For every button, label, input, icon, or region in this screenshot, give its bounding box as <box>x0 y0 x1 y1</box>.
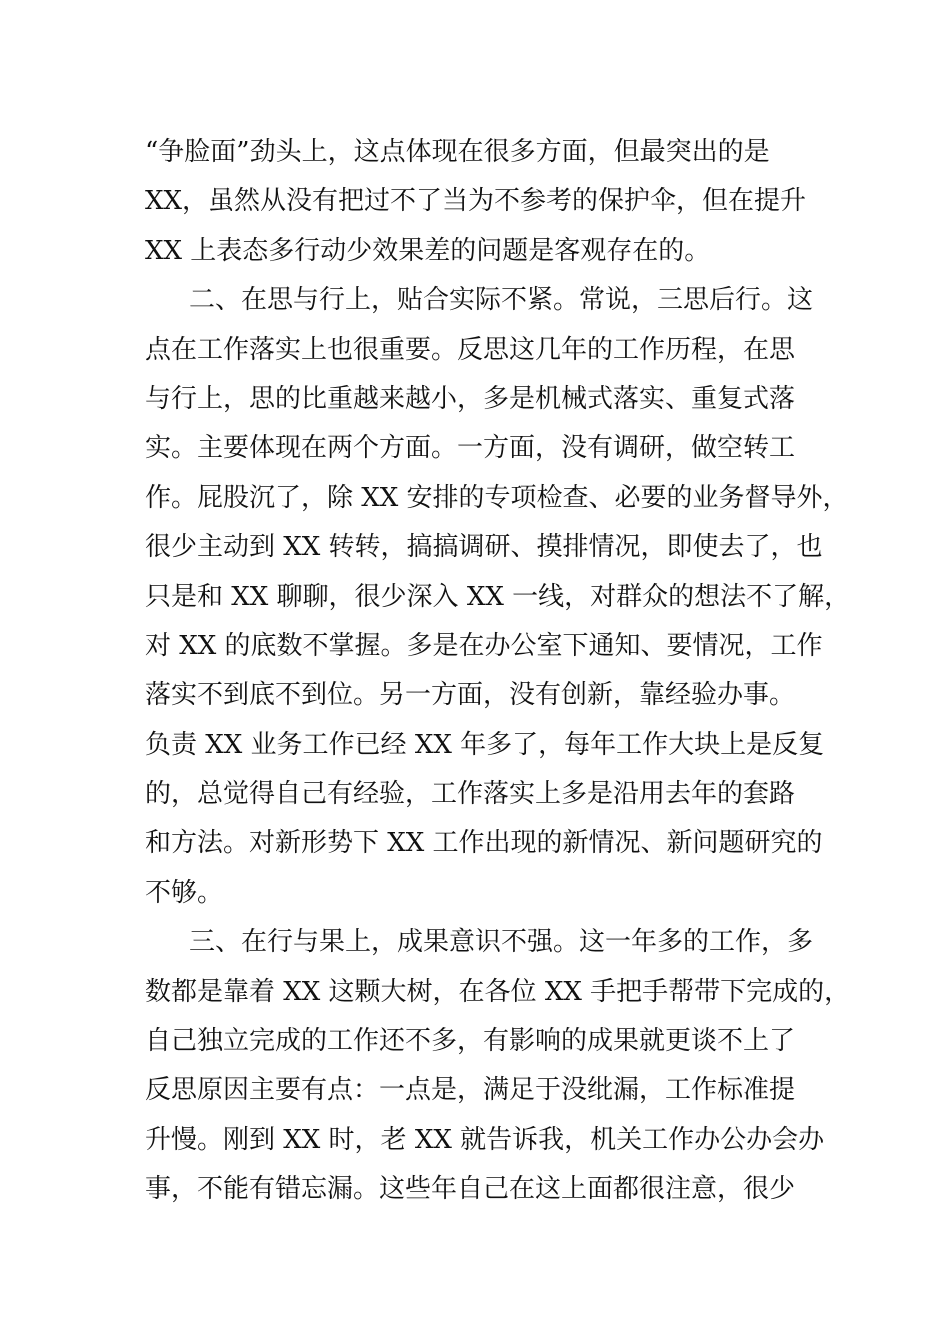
text-line: 不够。 <box>145 877 224 908</box>
text-line: 落实不到底不到位。另一方面，没有创新，靠经验办事。 <box>145 680 796 711</box>
text-line: XX 上表态多行动少效果差的问题是客观存在的。 <box>145 235 711 266</box>
text-line: 作。屁股沉了，除 XX 安排的专项检查、必要的业务督导外， <box>145 482 849 513</box>
text-line: XX，虽然从没有把过不了当为不参考的保护伞，但在提升 <box>145 186 807 217</box>
text-line: “争脸面”劲头上，这点体现在很多方面，但最突出的是 <box>145 137 770 167</box>
text-line: 升慢。刚到 XX 时，老 XX 就告诉我，机关工作办公办会办 <box>145 1124 825 1155</box>
text-line: 对 XX 的底数不掌握。多是在办公室下通知、要情况，工作 <box>145 630 823 661</box>
text-line: 负责 XX 业务工作已经 XX 年多了，每年工作大块上是反复 <box>145 729 825 760</box>
text-line: 事，不能有错忘漏。这些年自己在这上面都很注意，很少 <box>145 1174 796 1205</box>
text-line: 只是和 XX 聊聊，很少深入 XX 一线，对群众的想法不了解， <box>145 581 851 612</box>
section-heading-line: 二、在思与行上，贴合实际不紧。常说，三思后行。这 <box>189 285 814 316</box>
text-line: 点在工作落实上也很重要。反思这几年的工作历程，在思 <box>145 334 796 365</box>
text-line: 实。主要体现在两个方面。一方面，没有调研，做空转工 <box>145 433 796 464</box>
text-line: 和方法。对新形势下 XX 工作出现的新情况、新问题研究的 <box>145 828 823 859</box>
text-line: 数都是靠着 XX 这颗大树，在各位 XX 手把手帮带下完成的， <box>145 976 851 1007</box>
document-body <box>145 128 851 1215</box>
section-heading-line: 三、在行与果上，成果意识不强。这一年多的工作，多 <box>189 927 814 958</box>
text-line: 很少主动到 XX 转转，搞搞调研、摸排情况，即使去了，也 <box>145 532 823 563</box>
text-line: 自己独立完成的工作还不多，有影响的成果就更谈不上了 <box>145 1026 796 1057</box>
text-line: 的，总觉得自己有经验，工作落实上多是沿用去年的套路 <box>145 779 796 810</box>
text-line: 反思原因主要有点：一点是，满足于没纰漏，工作标准提 <box>145 1075 796 1106</box>
text-line: 与行上，思的比重越来越小，多是机械式落实、重复式落 <box>145 383 796 414</box>
